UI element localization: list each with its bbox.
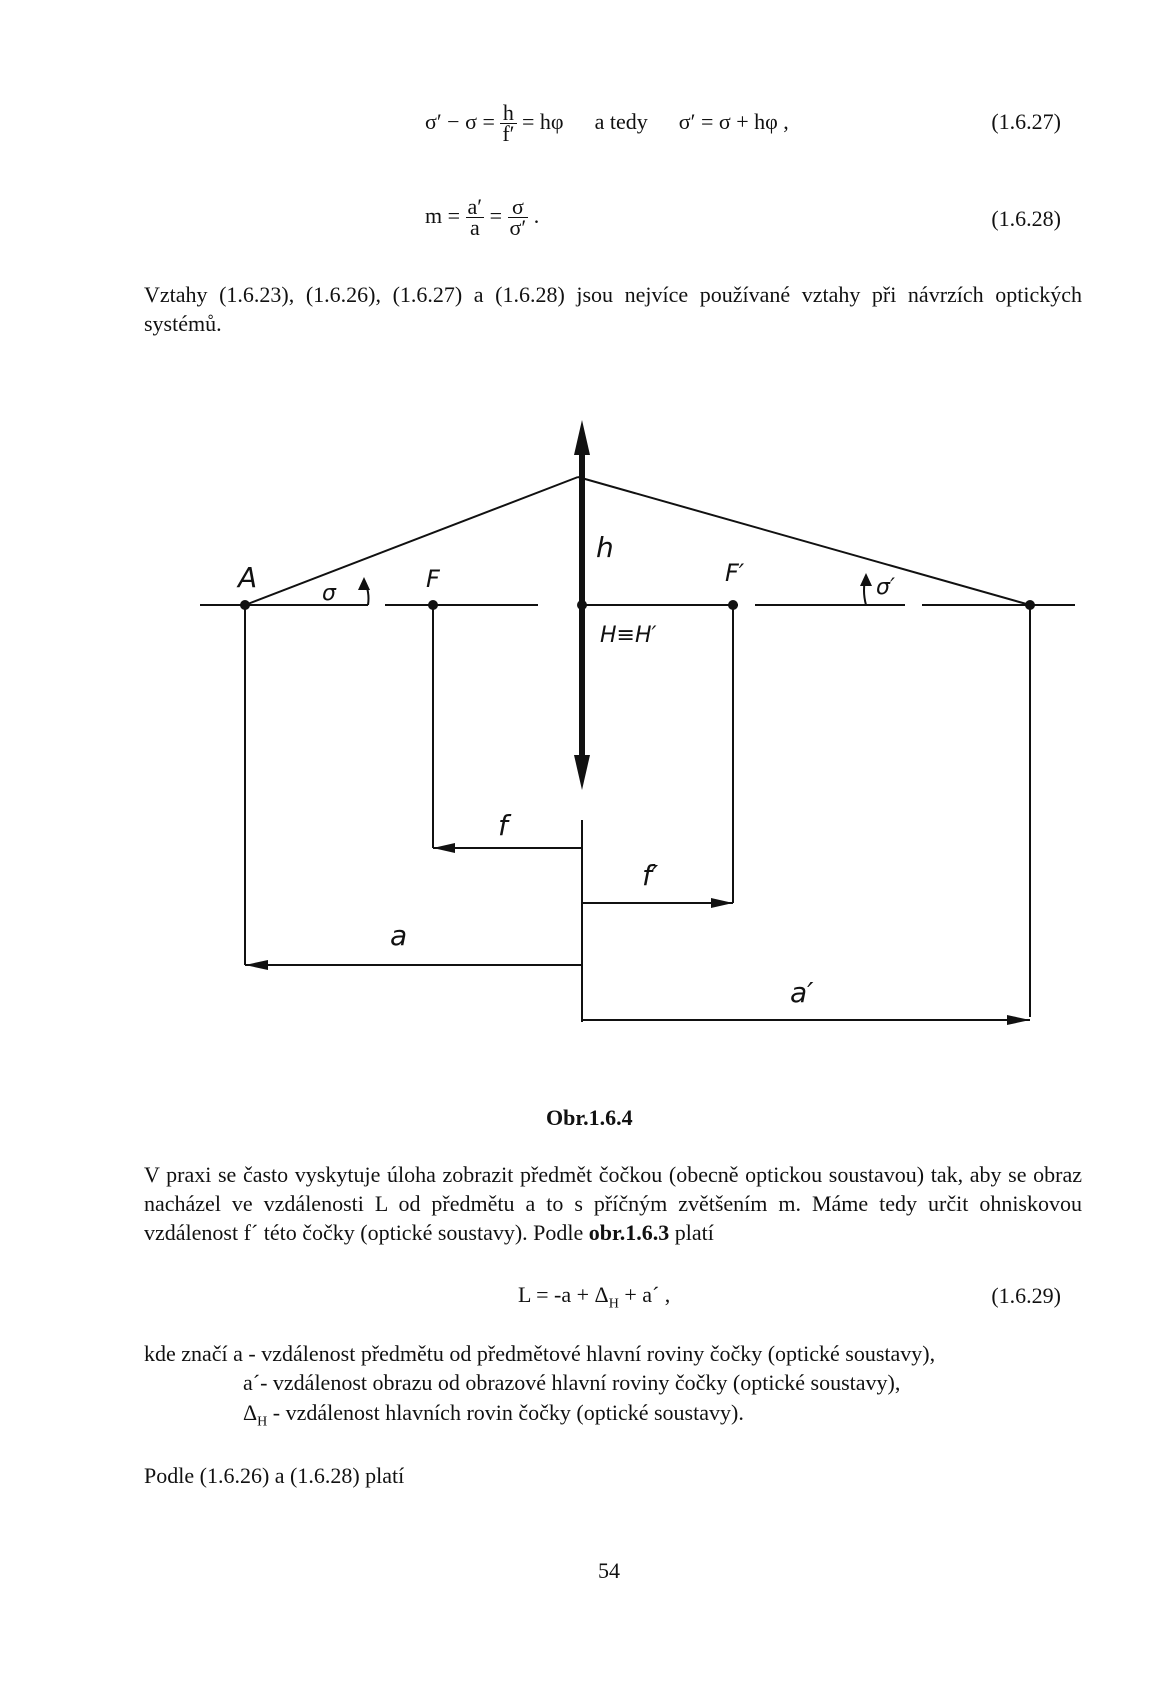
label-sigmaprime: σ′ xyxy=(876,575,895,600)
point-H xyxy=(577,600,587,610)
eq2-equals: = xyxy=(489,203,503,228)
equation-1-6-28 xyxy=(425,186,539,246)
fprime-arrowhead xyxy=(711,898,733,908)
deltaH-symbol: Δ xyxy=(243,1400,258,1425)
eq1-frac-num: h xyxy=(500,103,516,124)
eq3-main: L = -a + Δ xyxy=(518,1282,609,1307)
p2-figure-ref: obr.1.6.3 xyxy=(588,1220,670,1245)
equation-number-1-6-29: (1.6.29) xyxy=(991,1283,1061,1308)
label-A: A xyxy=(238,561,258,594)
p2-text-a: V praxi se často vyskytuje úloha zobrazit předmět čočkou (obecně optickou soustavou) tak, aby se obraz nacházel ve vzdálenosti L od předmětu a to s příčným zvětšením m. Máme tedy určit ohniskovou vzdálenost f´ této čočky (optické soustavy). Podle xyxy=(144,1162,1082,1245)
eq1-fraction xyxy=(500,100,516,147)
eq2-frac2-num: σ xyxy=(508,197,529,218)
point-A xyxy=(240,600,250,610)
where-aprime: a´- vzdálenost obrazu od obrazové hlavní roviny čočky (optické soustavy), xyxy=(243,1370,901,1395)
equation-1-6-27 xyxy=(425,92,789,152)
page-number: 54 xyxy=(598,1558,620,1583)
eq2-fraction-2 xyxy=(508,194,529,241)
incident-ray xyxy=(245,477,578,605)
equation-1-6-29 xyxy=(518,1282,670,1312)
p2-text-b: platí xyxy=(669,1220,714,1245)
point-Fprime xyxy=(728,600,738,610)
refracted-ray xyxy=(578,477,1030,605)
podle-line: Podle (1.6.26) a (1.6.28) platí xyxy=(144,1463,405,1488)
aprime-arrowhead xyxy=(1007,1015,1030,1025)
label-Fprime: F′ xyxy=(725,559,745,587)
eq1-mid: = hφ xyxy=(522,109,564,134)
label-aprime: a′ xyxy=(790,976,814,1009)
eq2-fraction-1 xyxy=(466,194,485,241)
eq1-and: a tedy xyxy=(594,109,648,134)
point-Aprime xyxy=(1025,600,1035,610)
label-f: f xyxy=(498,809,508,842)
eq3-sub: H xyxy=(608,1296,619,1312)
eq1-rhs: σ′ = σ + hφ , xyxy=(678,109,789,134)
f-arrowhead xyxy=(433,843,455,853)
label-H-equiv-Hprime: H≡H′ xyxy=(600,623,657,648)
where-deltaH xyxy=(243,1400,744,1430)
eq2-end: . xyxy=(533,203,540,228)
deltaH-text: - vzdálenost hlavních rovin čočky (optické soustavy). xyxy=(267,1400,744,1425)
deltaH-sub: H xyxy=(257,1414,268,1430)
eq1-frac-den: f′ xyxy=(502,121,515,147)
point-F xyxy=(428,600,438,610)
lens-diagram xyxy=(0,400,1157,1050)
label-h: h xyxy=(596,531,614,564)
label-fprime: f′ xyxy=(642,859,659,892)
eq2-lhs: m = xyxy=(425,203,461,228)
label-F: F xyxy=(426,565,440,593)
sigmaprime-angle-arrowhead xyxy=(860,573,872,586)
a-arrowhead xyxy=(245,960,268,970)
equation-number-1-6-27: (1.6.27) xyxy=(991,109,1061,134)
lens-bottom-arrowhead xyxy=(574,755,590,790)
label-sigma: σ xyxy=(322,581,336,606)
eq1-lhs: σ′ − σ = xyxy=(425,109,495,134)
sigma-angle-arrowhead xyxy=(358,577,370,590)
eq3-tail: + a´ , xyxy=(618,1282,671,1307)
paragraph-v-praxi xyxy=(144,1160,1082,1247)
figure-caption: Obr.1.6.4 xyxy=(546,1105,633,1130)
eq2-frac1-den: a xyxy=(469,215,480,241)
eq2-frac2-den: σ′ xyxy=(509,215,527,241)
equation-number-1-6-28: (1.6.28) xyxy=(991,206,1061,231)
lens-top-arrowhead xyxy=(574,420,590,455)
where-line: kde značí a - vzdálenost předmětu od předmětové hlavní roviny čočky (optické soustavy), xyxy=(144,1341,936,1366)
paragraph-vztahy: Vztahy (1.6.23), (1.6.26), (1.6.27) a (1.6.28) jsou nejvíce používané vztahy při návrzích optických systémů. xyxy=(144,282,1082,336)
eq2-frac1-num: a′ xyxy=(467,194,483,220)
label-a: a xyxy=(390,919,408,952)
